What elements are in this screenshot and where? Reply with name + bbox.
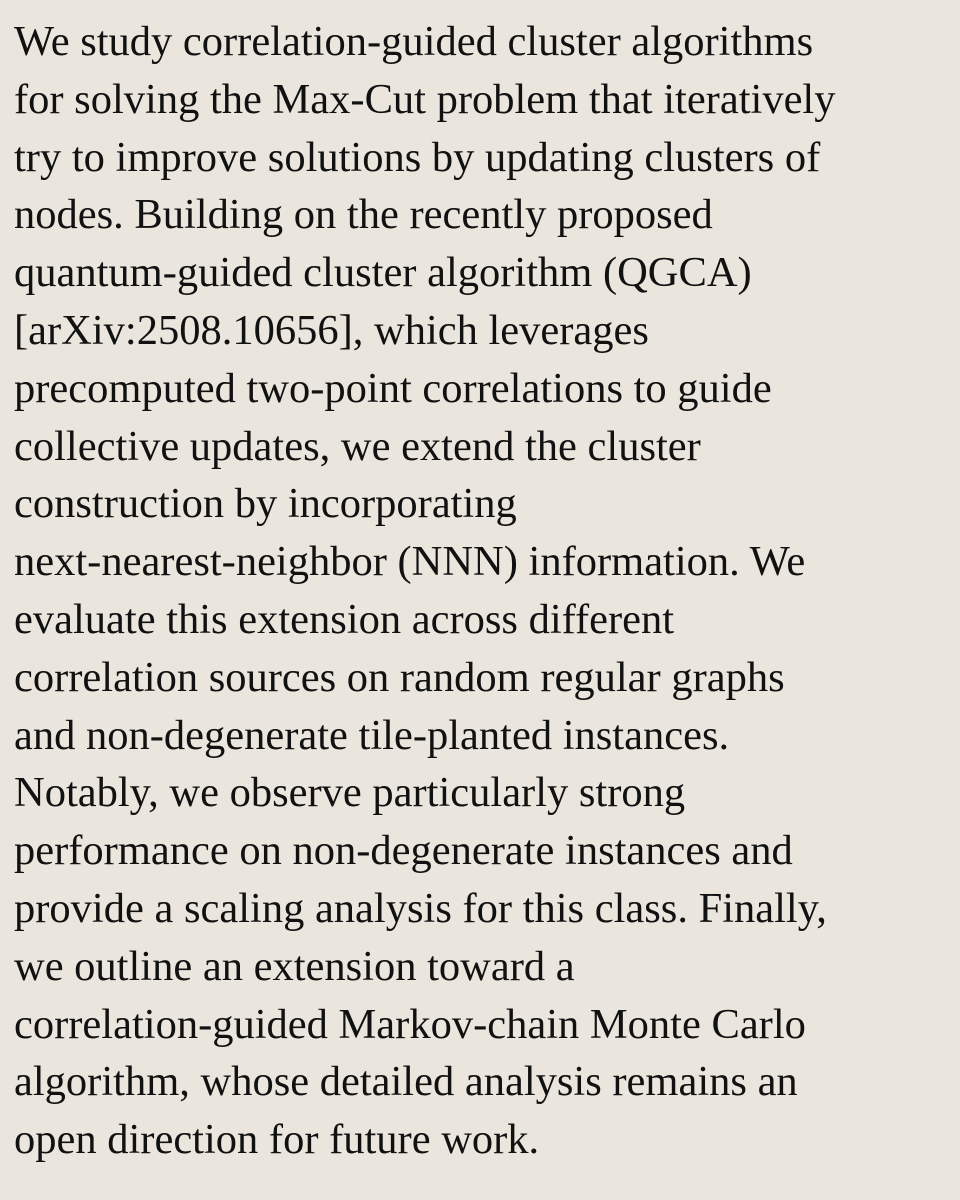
abstract-line: correlation sources on random regular graphs bbox=[14, 653, 785, 701]
abstract-line: performance on non-degenerate instances and bbox=[14, 827, 793, 875]
abstract-line: algorithm, whose detailed analysis remains an bbox=[14, 1058, 798, 1106]
abstract-line: and non-degenerate tile-planted instances. bbox=[14, 711, 730, 759]
abstract-line: for solving the Max-Cut problem that iteratively bbox=[14, 75, 836, 123]
abstract-line: precomputed two-point correlations to guide bbox=[14, 364, 772, 412]
abstract-paragraph bbox=[14, 13, 950, 1169]
abstract-line: evaluate this extension across different bbox=[14, 595, 675, 643]
abstract-line: We study correlation-guided cluster algorithms bbox=[14, 18, 814, 65]
abstract-line: collective updates, we extend the cluster bbox=[14, 422, 701, 470]
abstract-line: provide a scaling analysis for this class. Finally, bbox=[14, 884, 827, 932]
abstract-line: nodes. Building on the recently proposed bbox=[14, 191, 713, 239]
abstract-line: [arXiv:2508.10656], which leverages bbox=[14, 306, 649, 354]
abstract-line: construction by incorporating bbox=[14, 480, 517, 528]
abstract-line: quantum-guided cluster algorithm (QGCA) bbox=[14, 249, 752, 297]
abstract-line: open direction for future work. bbox=[14, 1116, 540, 1164]
abstract-line: next-nearest-neighbor (NNN) information. We bbox=[14, 538, 806, 586]
abstract-line: Notably, we observe particularly strong bbox=[14, 769, 686, 817]
abstract-line: correlation-guided Markov-chain Monte Carlo bbox=[14, 1000, 806, 1048]
abstract-line: we outline an extension toward a bbox=[14, 942, 575, 990]
abstract-line: try to improve solutions by updating clusters of bbox=[14, 133, 821, 181]
